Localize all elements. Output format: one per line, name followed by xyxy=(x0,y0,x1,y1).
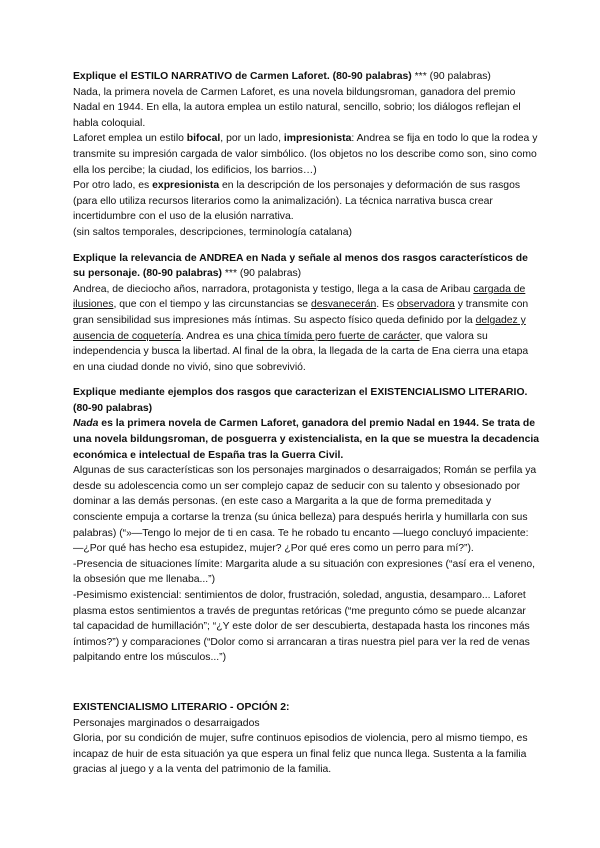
underlined-phrase: delgadez y ausencia de coquetería xyxy=(73,314,526,342)
paragraph xyxy=(73,178,539,225)
text-run: Por otro lado, es xyxy=(73,180,153,192)
document-content xyxy=(73,69,539,778)
text-run: Laforet emplea un estilo xyxy=(73,133,187,145)
text-run: Andrea, de dieciocho años, narradora, protagonista y testigo, llega a la casa de Aribau xyxy=(73,283,474,295)
underlined-phrase: observadora xyxy=(397,299,455,311)
paragraph: Nada, la primera novela de Carmen Laforet, es una novela bildungsroman, ganadora del premio Nadal en 1944. En ella, la autora emplea un estilo natural, sencillo, sobrio; los diálogos reflejan el habla coloquial. xyxy=(73,86,521,129)
paragraph xyxy=(73,131,539,178)
bold-term: impresionista xyxy=(283,133,352,145)
underlined-phrase: cargada de ilusiones xyxy=(73,283,526,311)
underlined-phrase: chica tímida pero fuerte de carácter xyxy=(256,330,420,342)
question-text: Explique la relevancia de ANDREA en Nada y señale al menos dos rasgos característicos de su personaje. (80-90 palabras) xyxy=(73,252,528,280)
question-text: Explique el ESTILO NARRATIVO de Carmen Laforet. (80-90 palabras) xyxy=(73,71,412,82)
paragraph xyxy=(73,282,539,376)
text-run: en la descripción de los personajes y deformación de sus rasgos (para ello utiliza recursos literarios como la animalización). La técnica narrativa busca crear incertidumbre con el uso de la elusión narrativa. xyxy=(73,180,521,223)
bold-term: expresionista xyxy=(152,180,220,192)
paragraph: -Presencia de situaciones límite: Margarita alude a su situación con expresiones (“así era el veneno, la obsesión que me llenaba...”) xyxy=(73,558,536,586)
text-run: , que con el tiempo y las circunstancias se xyxy=(113,299,311,311)
question-andrea xyxy=(73,251,539,282)
question-note: *** (90 palabras) xyxy=(222,268,302,280)
question-note: *** (90 palabras) xyxy=(411,71,491,82)
novel-title: Nada xyxy=(73,418,99,430)
paragraph: Algunas de sus características son los personajes marginados o desarraigados; Román se perfila ya desde su adolescencia como un ser complejo capaz de seducir con su talento y obsesionado por dominar a las demás personas. (en este caso a Margarita a la que de forma premeditada y consciente empuja a cortarse la trenza (su única belleza) para después herirla y humillarla con sus palabras) (“»—Tengo lo mejor de ti en casa. Te he robado tu encanto —luego concluyó impaciente: —¿Por qué has hecho esa estupidez, mujer? ¿Por qué eres como un perro para mí?”). xyxy=(73,465,537,555)
underlined-phrase: desvanecerán xyxy=(310,299,377,311)
text-run: . Es xyxy=(376,299,398,311)
text-run: y transmite con gran sensibilidad sus impresiones más íntimas. Su aspecto físico queda definido por la xyxy=(73,299,529,326)
intro-paragraph xyxy=(73,416,539,463)
text-run: , que valora su independencia y busca la libertad. Al final de la obra, la llegada de la carta de Ena cierra una etapa en una ciudad donde no vivió, sino que sobrevivió. xyxy=(73,330,529,373)
paragraph: Gloria, por su condición de mujer, sufre continuos episodios de violencia, pero al mismo tiempo, es incapaz de huir de esta situación ya que espera un final feliz que nunca llega. Sustenta a la familia gracias al juego y a la venta del patrimonio de la familia. xyxy=(73,733,528,776)
subheading: Personajes marginados o desarraigados xyxy=(73,717,260,729)
question-existencialismo: Explique mediante ejemplos dos rasgos que caracterizan el EXISTENCIALISMO LITERARIO. (80-90 palabras) xyxy=(73,387,528,414)
bold-term: bifocal xyxy=(186,133,221,145)
text-run: , por un lado, xyxy=(220,133,284,145)
text-run: es la primera novela de Carmen Laforet, ganadora del premio Nadal en 1944. Se trata de una novela bildungsroman, de posguerra y existencialista, en la que se muestra la decadencia económica e intelectual de España tras la Guerra Civil. xyxy=(73,418,540,461)
paragraph: (sin saltos temporales, descripciones, terminología catalana) xyxy=(73,226,352,238)
text-run: : Andrea se fija en todo lo que la rodea y transmite su impresión cargada de valor simbólico. (los objetos no los describe como son, sino como ella los percibe; la ciudad, los edificios, los barrios…) xyxy=(73,133,538,176)
question-estilo-narrativo xyxy=(73,69,539,85)
paragraph: -Pesimismo existencial: sentimientos de dolor, frustración, soledad, angustia, desamparo... Laforet plasma estos sentimientos a través de preguntas retóricas (“me pregunto cómo se puede alcanzar tal capacidad de humillación”; “¿Y este dolor de ser descubierta, destapada hasta los rincones más íntimos?”) y comparaciones (“Dolor como si arrancaran a tiras nuestra piel para ver la red de venas palpitando entre los músculos...”) xyxy=(73,590,530,664)
section-title-opcion-2: EXISTENCIALISMO LITERARIO - OPCIÓN 2: xyxy=(73,701,290,713)
text-run: . Andrea es una xyxy=(181,330,257,342)
